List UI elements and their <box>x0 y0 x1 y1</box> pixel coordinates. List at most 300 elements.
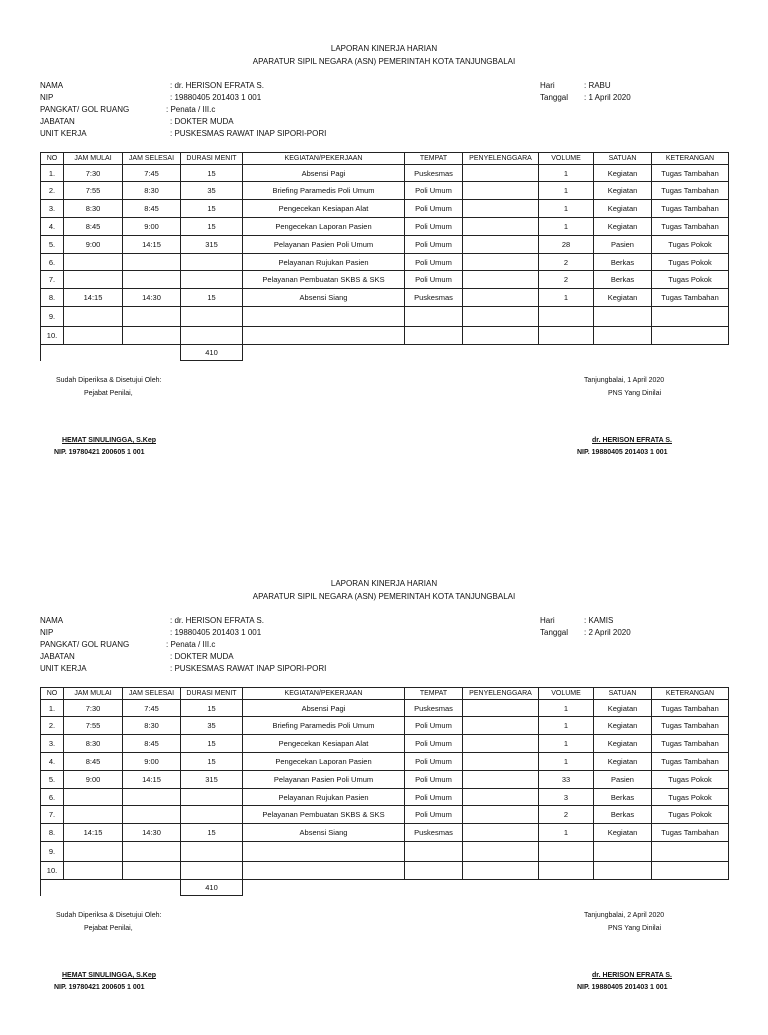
cell-volume: 1 <box>539 200 594 218</box>
field-value-unit-kerja: : PUSKESMAS RAWAT INAP SIPORI-PORI <box>170 129 327 138</box>
cell-unit <box>594 307 652 327</box>
cell-remarks: Tugas Pokok <box>652 806 729 824</box>
cell-place: Puskesmas <box>405 165 463 182</box>
total-row-spacer <box>41 345 181 361</box>
cell-place: Poli Umum <box>405 254 463 271</box>
cell-no: 6. <box>41 789 64 806</box>
assessor-nip: NIP. 19780421 200605 1 001 <box>54 984 145 991</box>
cell-activity: Absensi Pagi <box>243 165 405 182</box>
column-header-remarks: KETERANGAN <box>652 153 729 165</box>
assessed-nip: NIP. 19880405 201403 1 001 <box>577 449 668 456</box>
activity-table <box>40 687 729 896</box>
cell-duration: 315 <box>181 771 243 789</box>
cell-start-time: 14:15 <box>64 824 123 842</box>
cell-unit <box>594 842 652 862</box>
cell-volume: 1 <box>539 735 594 753</box>
cell-end-time: 7:45 <box>123 165 181 182</box>
table-row <box>41 236 729 254</box>
cell-no: 4. <box>41 218 64 236</box>
cell-activity: Pengecekan Kesiapan Alat <box>243 200 405 218</box>
cell-volume: 28 <box>539 236 594 254</box>
total-duration: 410 <box>181 345 243 361</box>
field-label-unit-kerja: UNIT KERJA <box>40 664 87 673</box>
cell-no: 6. <box>41 254 64 271</box>
assessed-name: dr. HERISON EFRATA S. <box>592 437 672 444</box>
cell-duration: 15 <box>181 824 243 842</box>
cell-no: 2. <box>41 182 64 200</box>
cell-end-time: 14:30 <box>123 289 181 307</box>
cell-end-time <box>123 789 181 806</box>
cell-start-time <box>64 307 123 327</box>
column-header-start-time: JAM MULAI <box>64 153 123 165</box>
field-value-pangkat: : Penata / III.c <box>166 105 216 114</box>
cell-duration <box>181 789 243 806</box>
table-row <box>41 735 729 753</box>
cell-place <box>405 327 463 345</box>
cell-volume: 1 <box>539 717 594 735</box>
column-header-duration: DURASI MENIT <box>181 688 243 700</box>
field-value-unit-kerja: : PUSKESMAS RAWAT INAP SIPORI-PORI <box>170 664 327 673</box>
table-row <box>41 862 729 880</box>
cell-organizer <box>463 842 539 862</box>
cell-duration: 35 <box>181 717 243 735</box>
cell-volume: 1 <box>539 753 594 771</box>
cell-unit: Kegiatan <box>594 165 652 182</box>
cell-remarks: Tugas Tambahan <box>652 753 729 771</box>
assessor-name: HEMAT SINULINGGA, S.Kep <box>62 437 156 444</box>
cell-duration: 15 <box>181 753 243 771</box>
cell-unit <box>594 862 652 880</box>
cell-volume <box>539 842 594 862</box>
total-row <box>41 880 729 896</box>
cell-organizer <box>463 182 539 200</box>
place-date: Tanjungbalai, 2 April 2020 <box>584 912 665 919</box>
cell-remarks <box>652 862 729 880</box>
field-value-nama: : dr. HERISON EFRATA S. <box>170 616 264 625</box>
table-row <box>41 165 729 182</box>
cell-volume <box>539 862 594 880</box>
cell-remarks <box>652 842 729 862</box>
field-value-nip: : 19880405 201403 1 001 <box>170 628 262 637</box>
report-day-2 <box>0 535 768 1035</box>
cell-unit: Pasien <box>594 771 652 789</box>
cell-duration: 15 <box>181 165 243 182</box>
cell-remarks: Tugas Tambahan <box>652 200 729 218</box>
cell-volume: 2 <box>539 271 594 289</box>
report-title: LAPORAN KINERJA HARIAN <box>330 579 438 588</box>
cell-place: Poli Umum <box>405 789 463 806</box>
field-label-pangkat: PANGKAT/ GOL RUANG <box>40 105 130 114</box>
cell-unit: Kegiatan <box>594 289 652 307</box>
cell-start-time: 14:15 <box>64 289 123 307</box>
assessor-title: Pejabat Penilai, <box>84 390 133 397</box>
cell-organizer <box>463 771 539 789</box>
cell-unit: Berkas <box>594 271 652 289</box>
cell-start-time: 9:00 <box>64 771 123 789</box>
cell-unit: Kegiatan <box>594 200 652 218</box>
cell-end-time: 7:45 <box>123 700 181 717</box>
cell-duration: 15 <box>181 700 243 717</box>
approval-note: Sudah Diperiksa & Disetujui Oleh: <box>56 377 162 384</box>
cell-end-time <box>123 327 181 345</box>
cell-remarks: Tugas Tambahan <box>652 218 729 236</box>
cell-duration: 315 <box>181 236 243 254</box>
table-row <box>41 218 729 236</box>
cell-start-time <box>64 327 123 345</box>
cell-organizer <box>463 271 539 289</box>
cell-start-time: 7:55 <box>64 182 123 200</box>
cell-place <box>405 307 463 327</box>
cell-duration: 35 <box>181 182 243 200</box>
date-value: : 2 April 2020 <box>584 628 631 637</box>
cell-remarks: Tugas Pokok <box>652 271 729 289</box>
field-label-nip: NIP <box>40 93 54 102</box>
cell-place: Poli Umum <box>405 200 463 218</box>
cell-unit: Kegiatan <box>594 735 652 753</box>
cell-activity: Absensi Siang <box>243 824 405 842</box>
cell-organizer <box>463 236 539 254</box>
cell-activity: Pelayanan Pasien Poli Umum <box>243 236 405 254</box>
cell-remarks: Tugas Pokok <box>652 771 729 789</box>
cell-place: Poli Umum <box>405 771 463 789</box>
cell-start-time <box>64 271 123 289</box>
cell-activity: Pengecekan Laporan Pasien <box>243 218 405 236</box>
cell-unit: Kegiatan <box>594 717 652 735</box>
cell-place: Poli Umum <box>405 218 463 236</box>
cell-remarks: Tugas Tambahan <box>652 182 729 200</box>
total-row-spacer <box>41 880 181 896</box>
cell-no: 1. <box>41 700 64 717</box>
cell-no: 8. <box>41 289 64 307</box>
cell-end-time: 14:30 <box>123 824 181 842</box>
cell-remarks: Tugas Tambahan <box>652 289 729 307</box>
cell-place: Puskesmas <box>405 824 463 842</box>
day-value: : KAMIS <box>584 616 614 625</box>
cell-start-time: 7:55 <box>64 717 123 735</box>
cell-no: 10. <box>41 327 64 345</box>
table-row <box>41 771 729 789</box>
assessor-name: HEMAT SINULINGGA, S.Kep <box>62 972 156 979</box>
cell-organizer <box>463 200 539 218</box>
cell-activity: Absensi Siang <box>243 289 405 307</box>
report-subtitle: APARATUR SIPIL NEGARA (ASN) PEMERINTAH KOTA TANJUNGBALAI <box>252 57 516 66</box>
cell-start-time: 8:45 <box>64 218 123 236</box>
field-label-nip: NIP <box>40 628 54 637</box>
total-row-filler <box>243 345 729 361</box>
cell-start-time <box>64 806 123 824</box>
cell-end-time <box>123 842 181 862</box>
field-label-jabatan: JABATAN <box>40 652 75 661</box>
cell-unit: Kegiatan <box>594 824 652 842</box>
table-row <box>41 842 729 862</box>
cell-organizer <box>463 165 539 182</box>
total-row <box>41 345 729 361</box>
table-row <box>41 789 729 806</box>
cell-start-time: 9:00 <box>64 236 123 254</box>
cell-unit: Berkas <box>594 789 652 806</box>
cell-no: 9. <box>41 307 64 327</box>
cell-remarks: Tugas Pokok <box>652 254 729 271</box>
cell-place: Poli Umum <box>405 236 463 254</box>
cell-organizer <box>463 789 539 806</box>
day-label: Hari <box>540 616 555 625</box>
field-value-jabatan: : DOKTER MUDA <box>170 652 234 661</box>
cell-remarks: Tugas Tambahan <box>652 717 729 735</box>
cell-no: 3. <box>41 200 64 218</box>
cell-volume: 1 <box>539 218 594 236</box>
cell-unit: Berkas <box>594 254 652 271</box>
cell-duration: 15 <box>181 289 243 307</box>
cell-start-time <box>64 789 123 806</box>
cell-end-time: 8:45 <box>123 735 181 753</box>
column-header-unit: SATUAN <box>594 688 652 700</box>
cell-duration <box>181 327 243 345</box>
report-subtitle: APARATUR SIPIL NEGARA (ASN) PEMERINTAH KOTA TANJUNGBALAI <box>252 592 516 601</box>
cell-activity <box>243 307 405 327</box>
cell-end-time: 14:15 <box>123 236 181 254</box>
cell-organizer <box>463 307 539 327</box>
cell-no: 7. <box>41 806 64 824</box>
column-header-volume: VOLUME <box>539 153 594 165</box>
column-header-duration: DURASI MENIT <box>181 153 243 165</box>
cell-remarks <box>652 307 729 327</box>
cell-end-time <box>123 271 181 289</box>
field-label-jabatan: JABATAN <box>40 117 75 126</box>
field-label-nama: NAMA <box>40 616 64 625</box>
cell-activity: Pelayanan Pembuatan SKBS & SKS <box>243 806 405 824</box>
cell-activity: Pelayanan Pasien Poli Umum <box>243 771 405 789</box>
cell-start-time <box>64 254 123 271</box>
column-header-remarks: KETERANGAN <box>652 688 729 700</box>
cell-remarks <box>652 327 729 345</box>
cell-no: 7. <box>41 271 64 289</box>
cell-place <box>405 842 463 862</box>
report-title: LAPORAN KINERJA HARIAN <box>330 44 438 53</box>
cell-end-time: 14:15 <box>123 771 181 789</box>
cell-activity: Briefing Paramedis Poli Umum <box>243 717 405 735</box>
cell-place: Poli Umum <box>405 806 463 824</box>
cell-activity: Pelayanan Rujukan Pasien <box>243 254 405 271</box>
cell-activity <box>243 862 405 880</box>
column-header-place: TEMPAT <box>405 688 463 700</box>
cell-start-time: 8:30 <box>64 200 123 218</box>
table-row <box>41 327 729 345</box>
cell-unit: Kegiatan <box>594 700 652 717</box>
report-day-1 <box>0 0 768 500</box>
cell-organizer <box>463 862 539 880</box>
assessed-title: PNS Yang Dinilai <box>608 925 662 932</box>
cell-duration <box>181 806 243 824</box>
cell-organizer <box>463 700 539 717</box>
cell-place: Poli Umum <box>405 735 463 753</box>
cell-volume: 2 <box>539 806 594 824</box>
cell-no: 5. <box>41 236 64 254</box>
cell-end-time: 8:45 <box>123 200 181 218</box>
cell-volume <box>539 327 594 345</box>
field-label-nama: NAMA <box>40 81 64 90</box>
column-header-organizer: PENYELENGGARA <box>463 688 539 700</box>
cell-remarks: Tugas Pokok <box>652 789 729 806</box>
column-header-start-time: JAM MULAI <box>64 688 123 700</box>
cell-place <box>405 862 463 880</box>
cell-organizer <box>463 218 539 236</box>
table-row <box>41 806 729 824</box>
date-value: : 1 April 2020 <box>584 93 631 102</box>
cell-no: 4. <box>41 753 64 771</box>
cell-unit: Kegiatan <box>594 218 652 236</box>
cell-activity: Pelayanan Pembuatan SKBS & SKS <box>243 271 405 289</box>
cell-activity: Pelayanan Rujukan Pasien <box>243 789 405 806</box>
table-row <box>41 717 729 735</box>
assessed-name: dr. HERISON EFRATA S. <box>592 972 672 979</box>
cell-duration <box>181 842 243 862</box>
field-value-jabatan: : DOKTER MUDA <box>170 117 234 126</box>
cell-volume: 1 <box>539 289 594 307</box>
table-row <box>41 307 729 327</box>
cell-volume <box>539 307 594 327</box>
cell-no: 2. <box>41 717 64 735</box>
table-header-row <box>41 688 729 700</box>
column-header-no: NO <box>41 153 64 165</box>
cell-volume: 1 <box>539 182 594 200</box>
cell-end-time <box>123 862 181 880</box>
table-row <box>41 753 729 771</box>
field-value-nip: : 19880405 201403 1 001 <box>170 93 262 102</box>
cell-activity: Briefing Paramedis Poli Umum <box>243 182 405 200</box>
cell-volume: 33 <box>539 771 594 789</box>
date-label: Tanggal <box>540 93 569 102</box>
assessed-nip: NIP. 19880405 201403 1 001 <box>577 984 668 991</box>
cell-remarks: Tugas Tambahan <box>652 735 729 753</box>
place-date: Tanjungbalai, 1 April 2020 <box>584 377 665 384</box>
day-value: : RABU <box>584 81 611 90</box>
cell-volume: 1 <box>539 700 594 717</box>
cell-duration: 15 <box>181 218 243 236</box>
table-row <box>41 271 729 289</box>
cell-volume: 1 <box>539 824 594 842</box>
cell-no: 10. <box>41 862 64 880</box>
cell-organizer <box>463 735 539 753</box>
cell-start-time: 8:30 <box>64 735 123 753</box>
cell-duration: 15 <box>181 200 243 218</box>
cell-remarks: Tugas Tambahan <box>652 700 729 717</box>
cell-start-time: 7:30 <box>64 165 123 182</box>
table-row <box>41 182 729 200</box>
column-header-end-time: JAM SELESAI <box>123 153 181 165</box>
column-header-unit: SATUAN <box>594 153 652 165</box>
cell-activity <box>243 327 405 345</box>
cell-remarks: Tugas Tambahan <box>652 165 729 182</box>
column-header-activity: KEGIATAN/PEKERJAAN <box>243 153 405 165</box>
cell-unit <box>594 327 652 345</box>
cell-place: Poli Umum <box>405 271 463 289</box>
cell-end-time: 9:00 <box>123 753 181 771</box>
assessor-nip: NIP. 19780421 200605 1 001 <box>54 449 145 456</box>
cell-no: 5. <box>41 771 64 789</box>
cell-duration <box>181 862 243 880</box>
total-duration: 410 <box>181 880 243 896</box>
cell-no: 1. <box>41 165 64 182</box>
table-header-row <box>41 153 729 165</box>
cell-end-time: 8:30 <box>123 182 181 200</box>
table-row <box>41 200 729 218</box>
cell-end-time: 8:30 <box>123 717 181 735</box>
column-header-end-time: JAM SELESAI <box>123 688 181 700</box>
date-label: Tanggal <box>540 628 569 637</box>
cell-activity: Pengecekan Kesiapan Alat <box>243 735 405 753</box>
table-row <box>41 700 729 717</box>
field-value-pangkat: : Penata / III.c <box>166 640 216 649</box>
cell-remarks: Tugas Pokok <box>652 236 729 254</box>
cell-duration <box>181 254 243 271</box>
cell-volume: 1 <box>539 165 594 182</box>
field-value-nama: : dr. HERISON EFRATA S. <box>170 81 264 90</box>
cell-organizer <box>463 717 539 735</box>
cell-start-time <box>64 862 123 880</box>
cell-duration <box>181 271 243 289</box>
cell-end-time <box>123 307 181 327</box>
cell-end-time <box>123 806 181 824</box>
column-header-place: TEMPAT <box>405 153 463 165</box>
cell-volume: 2 <box>539 254 594 271</box>
cell-no: 8. <box>41 824 64 842</box>
cell-unit: Kegiatan <box>594 753 652 771</box>
cell-duration <box>181 307 243 327</box>
cell-end-time: 9:00 <box>123 218 181 236</box>
cell-volume: 3 <box>539 789 594 806</box>
cell-end-time <box>123 254 181 271</box>
column-header-volume: VOLUME <box>539 688 594 700</box>
cell-organizer <box>463 806 539 824</box>
cell-place: Poli Umum <box>405 717 463 735</box>
cell-organizer <box>463 289 539 307</box>
cell-activity: Pengecekan Laporan Pasien <box>243 753 405 771</box>
cell-unit: Berkas <box>594 806 652 824</box>
activity-table <box>40 152 729 361</box>
cell-unit: Pasien <box>594 236 652 254</box>
day-label: Hari <box>540 81 555 90</box>
column-header-activity: KEGIATAN/PEKERJAAN <box>243 688 405 700</box>
cell-place: Puskesmas <box>405 289 463 307</box>
cell-activity <box>243 842 405 862</box>
cell-unit: Kegiatan <box>594 182 652 200</box>
cell-duration: 15 <box>181 735 243 753</box>
cell-no: 3. <box>41 735 64 753</box>
assessor-title: Pejabat Penilai, <box>84 925 133 932</box>
cell-organizer <box>463 824 539 842</box>
field-label-unit-kerja: UNIT KERJA <box>40 129 87 138</box>
cell-start-time: 8:45 <box>64 753 123 771</box>
cell-activity: Absensi Pagi <box>243 700 405 717</box>
cell-no: 9. <box>41 842 64 862</box>
column-header-no: NO <box>41 688 64 700</box>
cell-place: Poli Umum <box>405 182 463 200</box>
approval-note: Sudah Diperiksa & Disetujui Oleh: <box>56 912 162 919</box>
column-header-organizer: PENYELENGGARA <box>463 153 539 165</box>
cell-start-time: 7:30 <box>64 700 123 717</box>
total-row-filler <box>243 880 729 896</box>
cell-organizer <box>463 753 539 771</box>
cell-remarks: Tugas Tambahan <box>652 824 729 842</box>
cell-organizer <box>463 327 539 345</box>
field-label-pangkat: PANGKAT/ GOL RUANG <box>40 640 130 649</box>
cell-place: Poli Umum <box>405 753 463 771</box>
table-row <box>41 289 729 307</box>
table-row <box>41 254 729 271</box>
assessed-title: PNS Yang Dinilai <box>608 390 662 397</box>
cell-organizer <box>463 254 539 271</box>
cell-place: Puskesmas <box>405 700 463 717</box>
